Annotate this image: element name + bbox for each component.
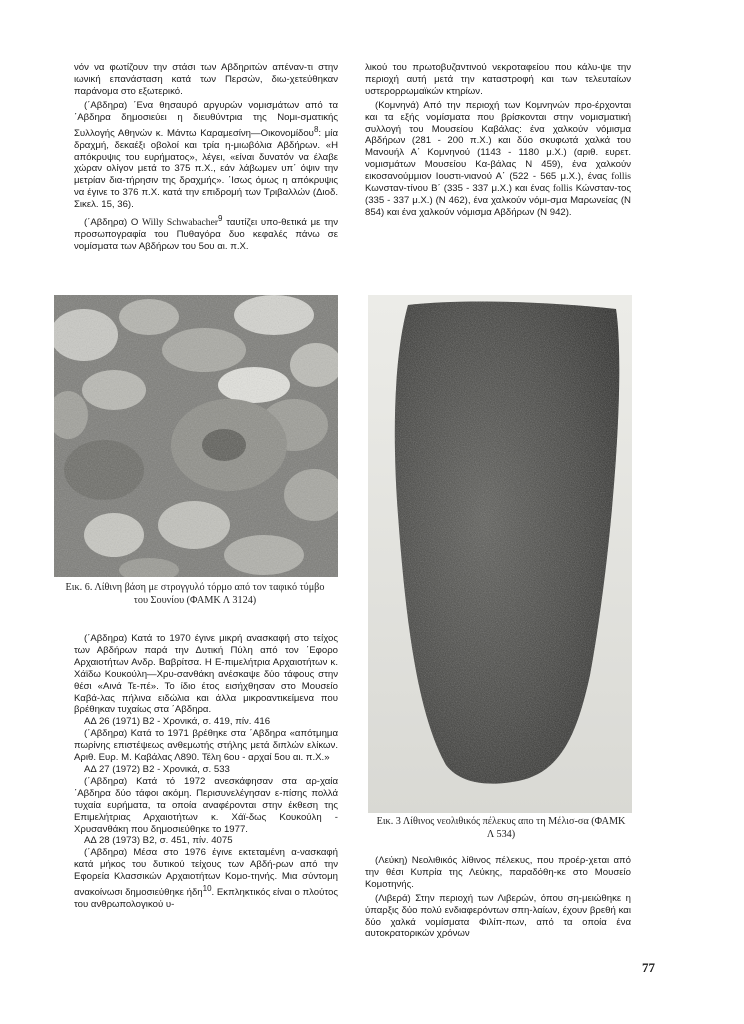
- paragraph: νόν να φωτίζουν την στάσι των Αβδηριτών απέναν-τι στην ιωνική επανάσταση κατά των Περσών, διω-χετεύθηκαν παράνομα στο εξωτερικό.: [74, 62, 338, 97]
- text-run: Εκπληκτικός είναι ο πλούτος του ανθρωπολογικού υ-: [74, 887, 338, 911]
- paragraph: (΄Αβδηρα) Κατά το 1970 έγινε μικρή ανασκαφή στο τείχος των Αβδήρων παρά την Δυτική Πύλη από τον ΄Εφορο Αρχαιοτήτων Ανδρ. Βαβρίτσα. Η Ε-πιμελήτρια Αρχαιοτήτων κ. Χάϊδω Κουκούλη—Χρυ-σανθάκη ανέσκαψε δύο τάφους στην θέσι «Αινά Τε-πέ». Το ίδιο έτος εισήχθησαν στο Μουσείο Καβά-λας πήλινα ειδώλια και άλλα μικροαντικείμενα που βρέθηκαν τυχαίως στα ΄Αβδηρα.: [74, 633, 338, 716]
- paragraph: (΄Αβδηρα) Κατά το 1971 βρέθηκε στα ΄Αβδηρα «απότμημα πωρίνης επιστέψεως ανθεμωτής στήλης μετά διπλών ελίκων. Αριθ. Ευρ. Μ. Καβάλας Λ890. Τέλη 6ου - αρχαί 5ου αι. π.Χ.»: [74, 728, 338, 764]
- photo-stone-base: [54, 295, 338, 577]
- reference-line: ΑΔ 28 (1973) Β2, σ. 451, πίν. 4075: [84, 835, 233, 847]
- text-run: (΄Αβδηρα) Μέσα στο 1976 έγινε εκτεταμένη α-νασκαφή κατά μήκος του δυτικού τείχους των Αβδή-ρων από την Εφορεία Κλασσικών Αρχαιοτήτων Κομο-τηνής. Μια σύντομη ανακοίνωσι δημοσιεύθηκε ήδη: [74, 847, 338, 899]
- text-run: (Κομνηνά) Από την περιοχή των Κομνηνών προ-έρχονται και τα εξής νομίσματα που βρίσκονται στην νομισματική συλλογή του Μουσείου Καβάλας: ένα χαλκούν νόμισμα Αβδήρων (281 - 200 π.Χ.) και δύο σκυφωτά χαλκά του Μανουήλ Α΄ Κομνηνού (1143 - 1180 μ.Χ.) (αριθ. ευρετ. νομισμάτων Μουσείου Κα-βάλας Ν 459), ένα χαλκούν εικοσανούμμιον Ιουστι-νιανού Α΄ (522 - 565 μ.Χ.), ένας: [365, 99, 631, 183]
- page-number: 77: [642, 960, 655, 975]
- left-column-top: [74, 62, 338, 253]
- photo-stone-base-image: [54, 295, 338, 577]
- text-run: Κωνσταν-τίνου Β΄ (335 - 337 μ.Χ.) και ένας: [365, 183, 550, 195]
- foreign-term: follis: [552, 183, 573, 195]
- paragraph: λικού του πρωτοβυζαντινού νεκροταφείου που κάλυ-ψε την περιοχή αυτή μετά την καταστροφή και των τελευταίων υστερορρωμαϊκών κτηρίων.: [365, 62, 631, 97]
- footnote-ref: 8: [313, 124, 319, 134]
- figure-caption: Εικ. 3 Λίθινος νεολιθικός πέλεκυς απο τη Μέλισ-σα (ΦΑΜΚ Λ 534): [376, 816, 626, 840]
- right-column-bottom: [365, 855, 631, 940]
- paragraph: [74, 213, 338, 253]
- paragraph: [365, 100, 631, 219]
- footnote-ref: 10: [202, 884, 212, 894]
- footnote-ref: 9: [218, 214, 223, 224]
- left-column-bottom: [74, 633, 338, 911]
- text-run: ταυτίζει υπο-θετικά με την προσωπογραφία του Πυθαγόρα δυο κεφαλές πάνω σε νομίσματα των Αβδήρων του 5ου αι. π.Χ.: [74, 217, 338, 253]
- text-run: : μία δραχμή, δεκαέξι οβολοί και τρία η-μιωβόλια Αβδήρων. «Η απόκρυψις του ευρήματος», λέγει, «είναι δυνατόν να έλαβε χώραν ολίγον μετά το 375 π.Χ., εάν λάβωμεν υπ΄ όψιν την μετρίαν δια-τήρησιν της δραχμής». ΄Ισως όμως η απόκρυψις να έγινε το 376 π.Χ. κατά την επιδρομή των Τριβαλλών (Διοδ. Σικελ. 15, 36).: [74, 127, 338, 211]
- foreign-term: follis: [611, 171, 631, 183]
- reference-line: ΑΔ 27 (1972) Β2 - Χρονικά, σ. 533: [84, 763, 230, 775]
- figure-caption: Εικ. 6. Λίθινη βάση με στρογγυλό τόρμο από τον ταφικό τύμβο του Σουνίου (ΦΑΜΚ Λ 3124): [65, 582, 325, 606]
- photo-stone-axe: [368, 295, 632, 813]
- paragraph: (΄Αβδηρα) Μέσα στο 1976 έγινε εκτεταμένη α-νασκαφή κατά μήκος του δυτικού τείχους των Αβδή-ρων από την Εφορεία Κλασσικών Αρχαιοτήτων Κομο-τηνής. Μια σύντομη ανακοίνωσι δημοσιεύθηκε ήδη$^{10}$. Εκπληκτικός είναι ο πλούτος του ανθρωπολογικού υ-: [74, 847, 338, 911]
- photo-stone-axe-image: [368, 295, 632, 813]
- paragraph: (Λιβερά) Στην περιοχή των Λιβερών, όπου ση-μειώθηκε η ύπαρξις δύο πολύ ενδιαφερόντων σπη-λαίων, έχουν βρεθή και δύο χαλκά νομίσματα Φιλίπ-πων, από τα οποία ένα αυτοκρατορικών χρόνων: [365, 892, 631, 940]
- text-run: Κώνσταν-τος (335 - 337 μ.Χ.) (Ν 462), ένα χαλκούν νόμι-σμα Μαρωνείας (Ν 854) και ένα χαλκούν νόμισμα Αβδήρων (Ν 942).: [365, 183, 631, 218]
- text-run: (΄Αβδηρα) ΄Ενα θησαυρό αργυρών νομισμάτων από τα ΄Αβδηρα δημοσιεύει η διευθύντρια της Νομι-σματικής Συλλογής Αθηνών κ. Μάντω Καραμεσίνη—Οικονομίδου: [74, 99, 338, 139]
- paragraph: (΄Αβδηρα) Κατά τό 1972 ανεσκάφησαν στα αρ-χαία ΄Αβδηρα δύο τάφοι ακόμη. Περισυνελέγησαν ε-πίσης πολλά τυχαία ευρήματα, τα οποία αναφέρονται στην έκθεση της Επιμελήτριας Αρχαιοτήτων κ. Χάϊ-δως Κουκούλη - Χρυσανθάκη που δημοσιεύθηκε το 1977.: [74, 775, 338, 835]
- author-name: Willy Schwabacher: [142, 217, 219, 229]
- paragraph: [74, 100, 338, 211]
- reference-line: ΑΔ 26 (1971) Β2 - Χρονικά, σ. 419, πίν. 416: [84, 716, 271, 728]
- text-run: (΄Αβδηρα) Ο: [84, 217, 139, 229]
- right-column-top: [365, 62, 631, 219]
- paragraph: (Λεύκη) Νεολιθικός λίθινος πέλεκυς, που προέρ-χεται από την θέσι Κυπρία της Λεύκης, παραδόθη-κε στο Μουσείο Κομοτηνής.: [365, 855, 631, 890]
